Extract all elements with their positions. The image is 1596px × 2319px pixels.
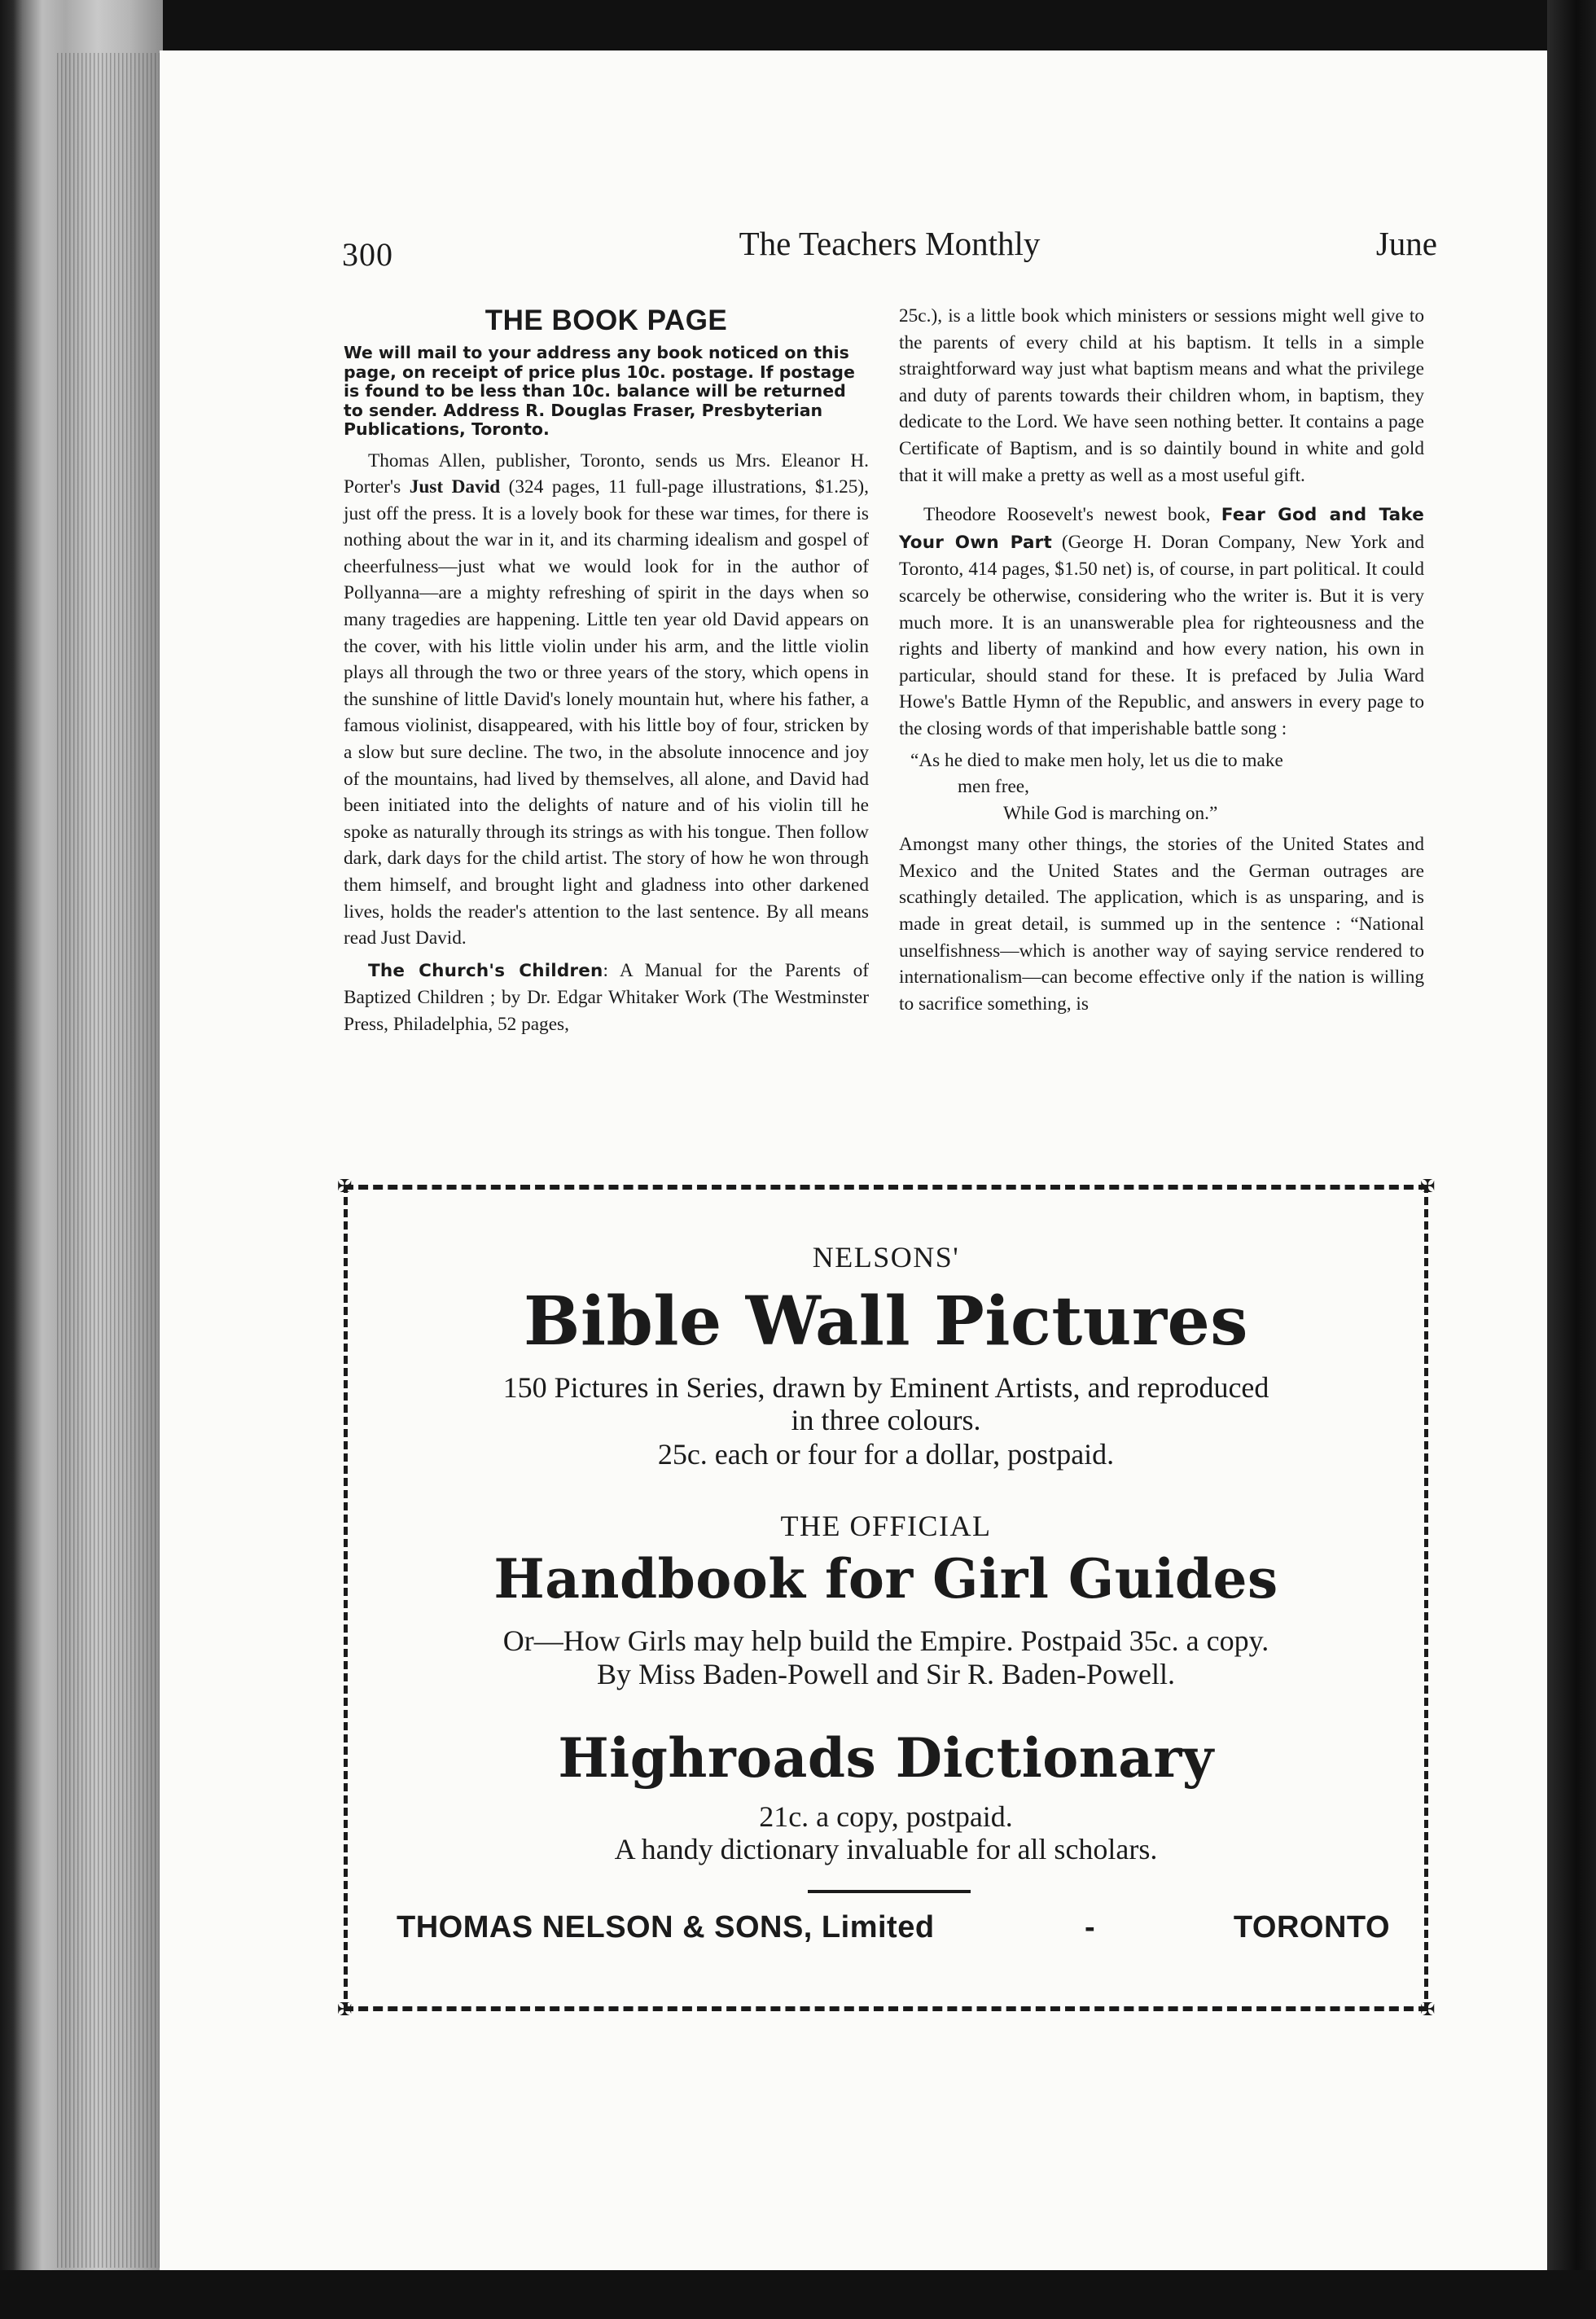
journal-title: The Teachers Monthly [739, 225, 1041, 262]
review-churchs-children-continued: 25c.), is a little book which ministers or sessions might well give to the parents of every child at his baptism. It tells in a simple straightforward way just what baptism means and what the privilege and duty of parents towards their children whom, in baptism, they dedicate to the Lord. We have seen nothing better. It contains a page Certificate of Baptism, and is so daintily bound in white and gold that it will make a pretty as well as a most useful gift. [899, 305, 1424, 486]
footer-dash: - [1085, 1910, 1096, 1944]
dictionary-description: A handy dictionary invaluable for all scholars. [614, 1833, 1158, 1865]
publisher-name: THOMAS NELSON & SONS, Limited [397, 1910, 935, 1944]
review-intro: Theodore Roosevelt's newest book, [923, 504, 1221, 526]
mail-order-notice: We will mail to your address any book noticed on this page, on receipt of price plus 10c. postage. If postage is found to be less than 10c. balance will be returned to sender. Address R. Douglas Fraser, Presbyterian Publications, Toronto. [344, 343, 855, 439]
issue-month: June [1375, 225, 1437, 262]
border-ornament: ✠ [337, 1999, 353, 2019]
publisher-city: TORONTO [1233, 1910, 1390, 1944]
advertisement-rule [808, 1890, 971, 1893]
review-fear-god [899, 502, 1424, 742]
right-column [899, 303, 1424, 1017]
bible-pictures-price: 25c. each or four for a dollar, postpaid. [657, 1438, 1115, 1471]
bible-pictures-description: 150 Pictures in Series, drawn by Eminent Artists, and reproduced [502, 1371, 1269, 1404]
border-ornament: ✠ [337, 1176, 353, 1196]
quote-line: “As he died to make men holy, let us die to make [910, 749, 1283, 771]
page-stack-edges [57, 53, 163, 2268]
girl-guides-authors: By Miss Baden-Powell and Sir R. Baden-Powell. [597, 1658, 1175, 1690]
official-kicker: THE OFFICIAL [780, 1510, 992, 1542]
dictionary-price: 21c. a copy, postpaid. [759, 1800, 1013, 1833]
review-body: (324 pages, 11 full-page illustrations, $1.25), just off the press. It is a lovely book for these war times, for there is nothing about the war in it, and its charming idealism and gospel of cheerfulness—just what we would look for in the author of Pollyanna—are a mighty refreshing of spirit in the days when so many tragedies are happening. Little ten year old David appears on the cover, with his little violin under his arm, and the little violin plays all through the two or three years of the story, which opens in the sunshine of little David's lonely mountain hut, where his father, a famous violinist, disappeared, with his little boy of four, stricken by a slow but sure decline. The two, in the absolute innocence and joy of the mountains, had lived by themselves, all alone, and David had been initiated into the delights of nature and of his violin till he spoke as naturally through its strings as with his tongue. Then follow dark, dark days for the child artist. The story of how he won through them himself, and brought light and gladness into other darkened lives, holds the reader's attention to the last sentence. By all means read Just David. [344, 476, 869, 949]
book-title-just-david: Just David [409, 476, 501, 498]
review-churchs-children [344, 958, 869, 1038]
border-ornament: ✠ [1420, 1176, 1436, 1196]
headline-bible-wall-pictures: Bible Wall Pictures [524, 1282, 1248, 1361]
left-column [344, 303, 869, 1038]
review-intro: Thomas Allen, publisher, Toronto, sends us Mrs. Eleanor H. Porter's [344, 449, 869, 498]
headline-highroads-dictionary: Highroads Dictionary [558, 1726, 1214, 1790]
girl-guides-description: Or—How Girls may help build the Empire. Postpaid 35c. a copy. [502, 1624, 1269, 1657]
bible-pictures-description: in three colours. [791, 1404, 981, 1436]
running-head [342, 224, 1437, 273]
review-just-david [344, 448, 869, 952]
nelson-advertisement [337, 1176, 1436, 2019]
quote-line: men free, [958, 776, 1029, 798]
section-heading: THE BOOK PAGE [484, 305, 728, 336]
review-body: (George H. Doran Company, New York and Toronto, 414 pages, $1.50 net) is, of course, in part political. It could scarcely be otherwise, considering who the writer is. But it is very much more. It is an unanswerable plea for righteousness and the rights and liberty of mankind and how every nation, his own in particular, should stand for these. It is prefaced by Julia Ward Howe's Battle Hymn of the Republic, and answers in every page to the closing words of that imperishable battle song : [899, 531, 1424, 739]
book-title-fear-god: Fear God and Take Your Own Part [899, 505, 1424, 553]
review-body: : A Manual for the Parents of Baptized Children ; by Dr. Edgar Whitaker Work (The Westminster Press, Philadelphia, 52 pages, [344, 959, 869, 1035]
scan-bottom-border [0, 2270, 1596, 2319]
scan-top-border [0, 0, 1596, 50]
publisher-kicker: NELSONS' [812, 1241, 960, 1273]
border-ornament: ✠ [1420, 1999, 1436, 2019]
book-title-churchs-children: The Church's Children [368, 960, 603, 981]
scan-right-border [1547, 0, 1596, 2319]
headline-girl-guides: Handbook for Girl Guides [493, 1547, 1278, 1611]
quote-line: While God is marching on.” [1003, 802, 1218, 824]
advertisement-content [348, 1190, 1424, 2006]
battle-hymn-quote [899, 747, 1424, 827]
page-number: 300 [342, 236, 393, 273]
review-fear-god-conclusion: Amongst many other things, the stories of the United States and Mexico and the United States and the German outrages are scathingly detailed. The application, which is as unsparing, and is made in great detail, is summed up in the sentence : “National unselfishness—which is another way of saying service rendered to internationalism—can become effective only if the nation is willing to sacrifice something, is [899, 834, 1424, 1015]
